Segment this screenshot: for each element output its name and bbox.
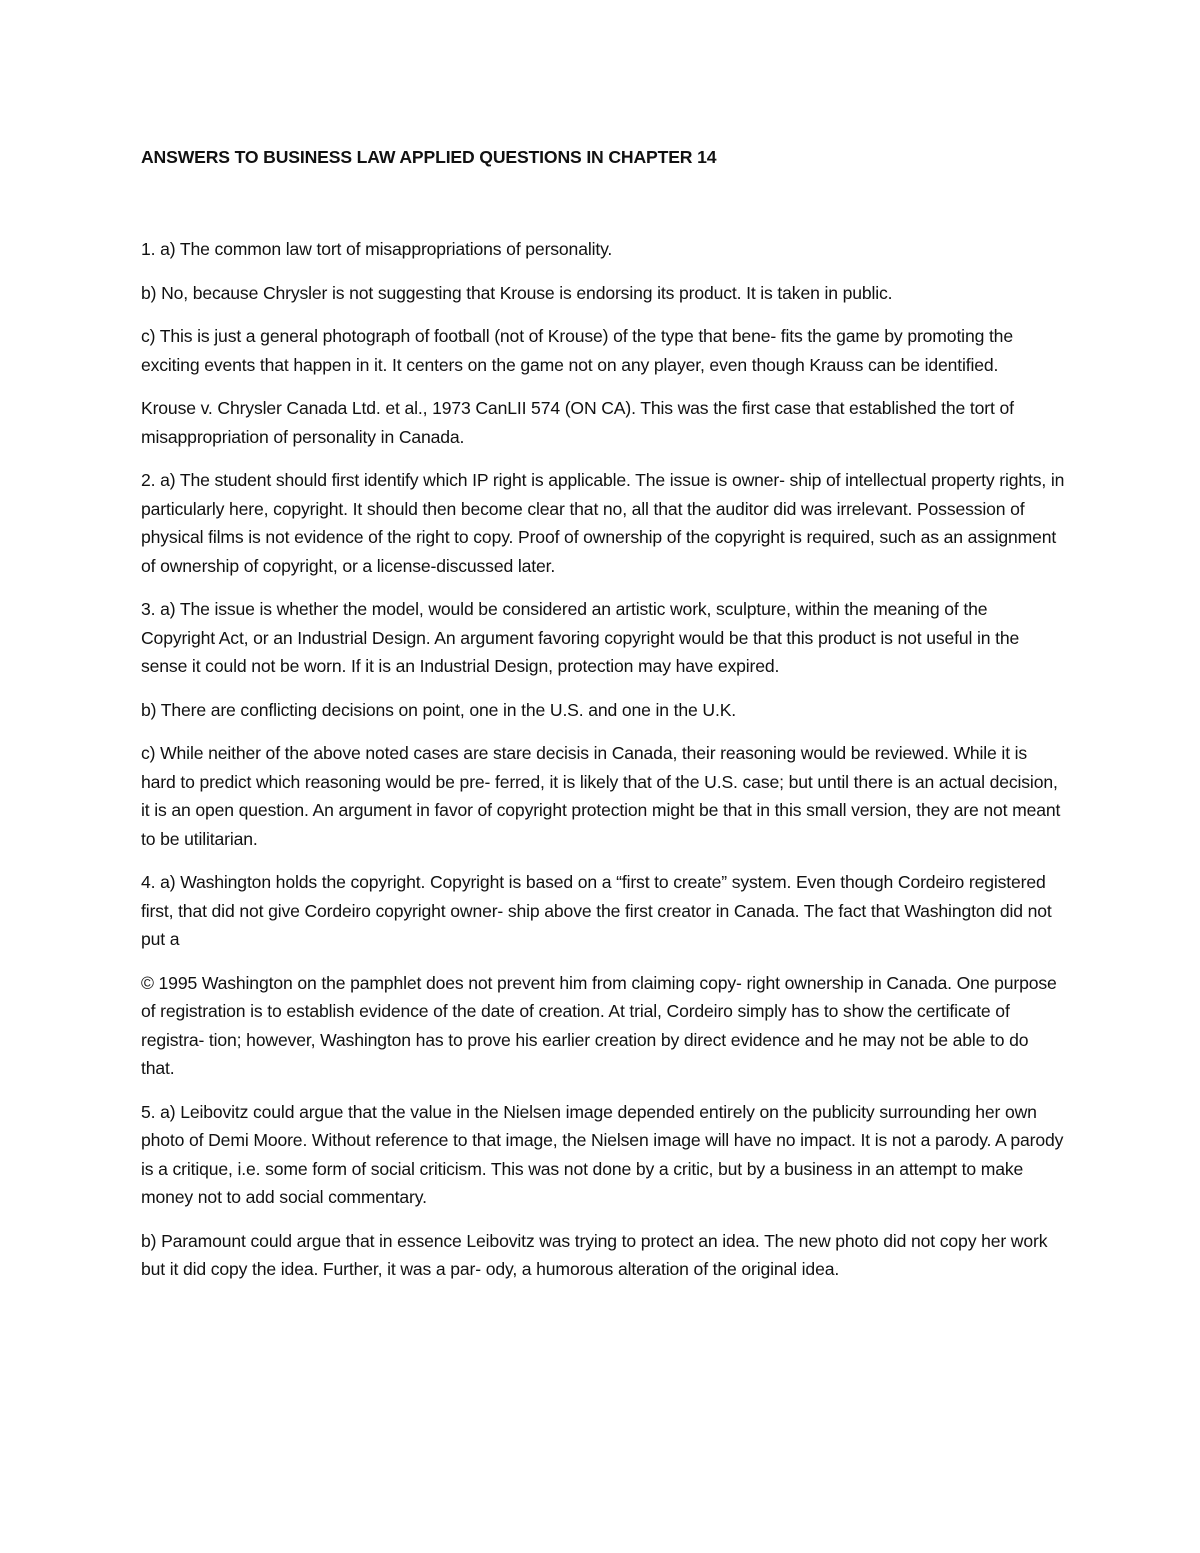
answer-3b: b) There are conflicting decisions on point, one in the U.S. and one in the U.K.: [141, 699, 737, 720]
answer-4a-continued: © 1995 Washington on the pamphlet does not prevent him from claiming copy- right ownership in Canada. One purpose of registration is to establish evidence of the date of creation. At trial, Cordeiro simply has to show the certificate of registra- tion; however, Washington has to prove his earlier creation by direct evidence and he may not be able to do that.: [141, 972, 1057, 1078]
answer-3c: c) While neither of the above noted cases are stare decisis in Canada, their reasoning would be reviewed. While it is hard to predict which reasoning would be pre- ferred, it is likely that of the U.S. case; but until there is an actual decision, it is an open question. An argument in favor of copyright protection might be that in this small version, they are not meant to be utilitarian.: [141, 743, 1061, 849]
answer-1c: c) This is just a general photograph of football (not of Krouse) of the type that bene- fits the game by promoting the exciting events that happen in it. It centers on the game not on any player, even though Krauss can be identified.: [141, 326, 1013, 375]
answer-5a: 5. a) Leibovitz could argue that the value in the Nielsen image depended entirely on the publicity surrounding her own photo of Demi Moore. Without reference to that image, the Nielsen image will have no impact. It is not a parody. A parody is a critique, i.e. some form of social criticism. This was not done by a critic, but by a business in an attempt to make money not to add social commentary.: [141, 1101, 1064, 1207]
case-citation: Krouse v. Chrysler Canada Ltd. et al., 1973 CanLII 574 (ON CA). This was the first case that established the tort of misappropriation of personality in Canada.: [141, 398, 1014, 447]
answer-5b: b) Paramount could argue that in essence Leibovitz was trying to protect an idea. The new photo did not copy her work but it did copy the idea. Further, it was a par- ody, a humorous alteration of the original idea.: [141, 1230, 1048, 1279]
answer-3a: 3. a) The issue is whether the model, would be considered an artistic work, sculpture, within the meaning of the Copyright Act, or an Industrial Design. An argument favoring copyright would be that this product is not useful in the sense it could not be worn. If it is an Industrial Design, protection may have expired.: [141, 599, 1020, 676]
answer-1b: b) No, because Chrysler is not suggesting that Krouse is endorsing its product. It is taken in public.: [141, 282, 893, 303]
document-body: [141, 143, 1066, 1299]
answer-4a: 4. a) Washington holds the copyright. Copyright is based on a “first to create” system. Even though Cordeiro registered first, that did not give Cordeiro copyright owner- ship above the first creator in Canada. The fact that Washington did not put a: [141, 872, 1052, 949]
document-title: ANSWERS TO BUSINESS LAW APPLIED QUESTIONS IN CHAPTER 14: [141, 147, 717, 167]
answer-2a: 2. a) The student should first identify which IP right is applicable. The issue is owner- ship of intellectual property rights, in particularly here, copyright. It should then become clear that no, all that the auditor did was irrelevant. Possession of physical films is not evidence of the right to copy. Proof of ownership of the copyright is required, such as an assignment of ownership of copyright, or a license-discussed later.: [141, 470, 1065, 576]
answer-1a: 1. a) The common law tort of misappropriations of personality.: [141, 239, 613, 259]
